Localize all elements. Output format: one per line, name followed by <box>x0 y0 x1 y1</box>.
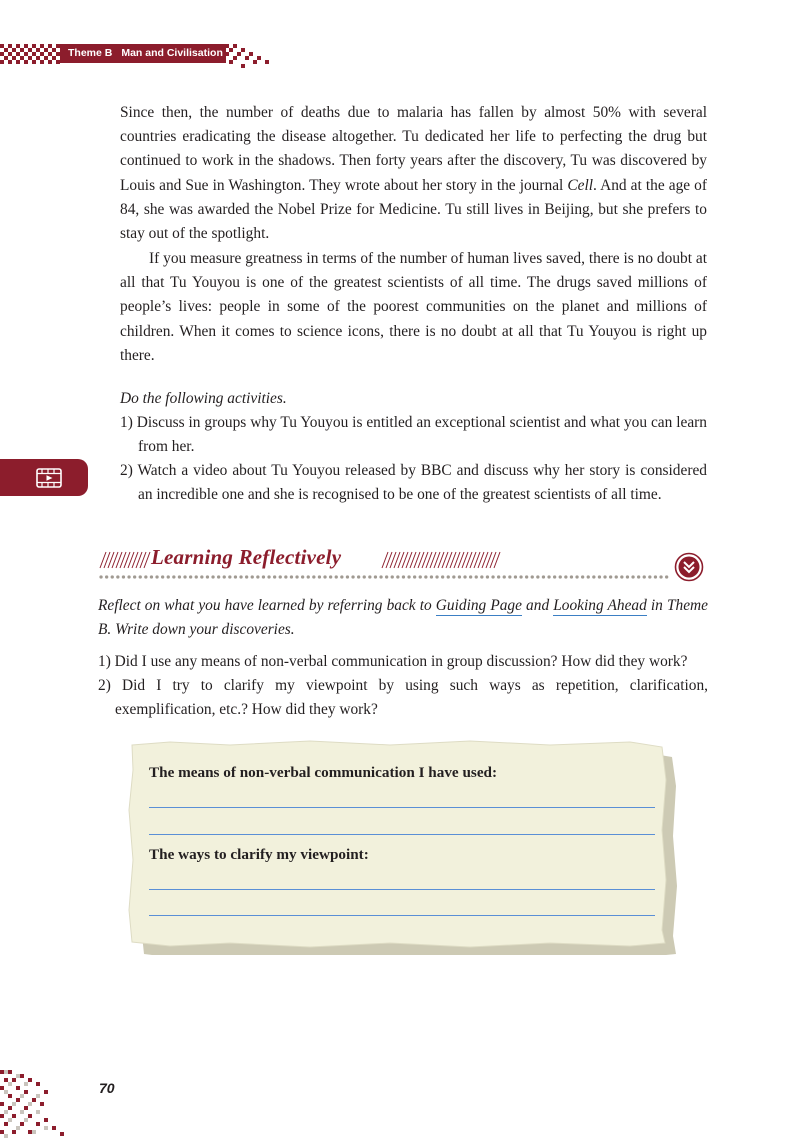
instructions-text-a: Reflect on what you have learned by referring back to <box>98 597 436 614</box>
page-number: 70 <box>99 1080 115 1096</box>
instructions-text-c: in Theme B. Write down your discoveries. <box>98 597 708 638</box>
pixel-decoration-left <box>0 40 60 68</box>
reflection-question-2: 2) Did I try to clarify my viewpoint by using such ways as repetition, clarification, exemplification, etc.? How did they work? <box>98 677 708 719</box>
paragraph-1-text-a: Since then, the number of deaths due to malaria has fallen by almost 50% with several countries eradicating the disease altogether. Tu dedicated her life to perfecting the drug but continued to work in the shadows. Then forty years after the discovery, Tu was discovered by Louis and Sue in Washington. They wrote about her story in the journal <box>120 104 707 194</box>
note-label-nonverbal: The means of non-verbal communication I have used: <box>149 764 498 781</box>
theme-header-bar <box>60 44 226 63</box>
reflection-question-1: 1) Did I use any means of non-verbal communication in group discussion? How did they work? <box>98 653 688 670</box>
paragraph-2-text: If you measure greatness in terms of the number of human lives saved, there is no doubt at all that Tu Youyou is one of the greatest scientists of all time. The drugs saved millions of people’s lives: people in some of the poorest communities on the planet and millions of children. When it comes to science icons, there is no doubt at all that Tu Youyou is right up there. <box>120 250 707 364</box>
answer-line-1[interactable] <box>149 807 655 808</box>
looking-ahead-link[interactable]: Looking Ahead <box>553 597 647 614</box>
reflection-instructions <box>98 594 708 642</box>
answer-line-3[interactable] <box>149 889 655 890</box>
theme-title: Man and Civilisation <box>121 47 223 59</box>
activity-item-1: 1) Discuss in groups why Tu Youyou is entitled an exceptional scientist and what you can learn from her. <box>120 414 707 456</box>
pixel-decoration-right <box>225 40 273 68</box>
guiding-page-link[interactable]: Guiding Page <box>435 597 522 614</box>
answer-line-4[interactable] <box>149 915 655 916</box>
reading-paragraph-1 <box>120 101 707 246</box>
reading-paragraph-2 <box>120 247 707 368</box>
video-resource-tab[interactable] <box>0 459 88 496</box>
theme-label: Theme B <box>68 47 113 59</box>
section-title: Learning Reflectively <box>151 545 342 569</box>
film-play-icon <box>36 468 62 488</box>
journal-name: Cell <box>567 176 594 194</box>
pixel-decoration-footer <box>0 1068 96 1138</box>
note-label-viewpoint: The ways to clarify my viewpoint: <box>149 846 369 863</box>
double-chevron-down-icon[interactable] <box>674 552 704 582</box>
instructions-text-b: and <box>521 597 554 614</box>
paragraph-1-text-b: . And at the age of 84, she was awarded the Nobel Prize for Medicine. Tu still lives in Beijing, but she prefers to stay out of the spotlight. <box>120 176 707 243</box>
activities-title: Do the following activities. <box>120 390 287 407</box>
answer-line-2[interactable] <box>149 834 655 835</box>
activity-item-2: 2) Watch a video about Tu Youyou released by BBC and discuss why her story is considered an incredible one and she is recognised to be one of the greatest scientists of all time. <box>120 462 707 504</box>
